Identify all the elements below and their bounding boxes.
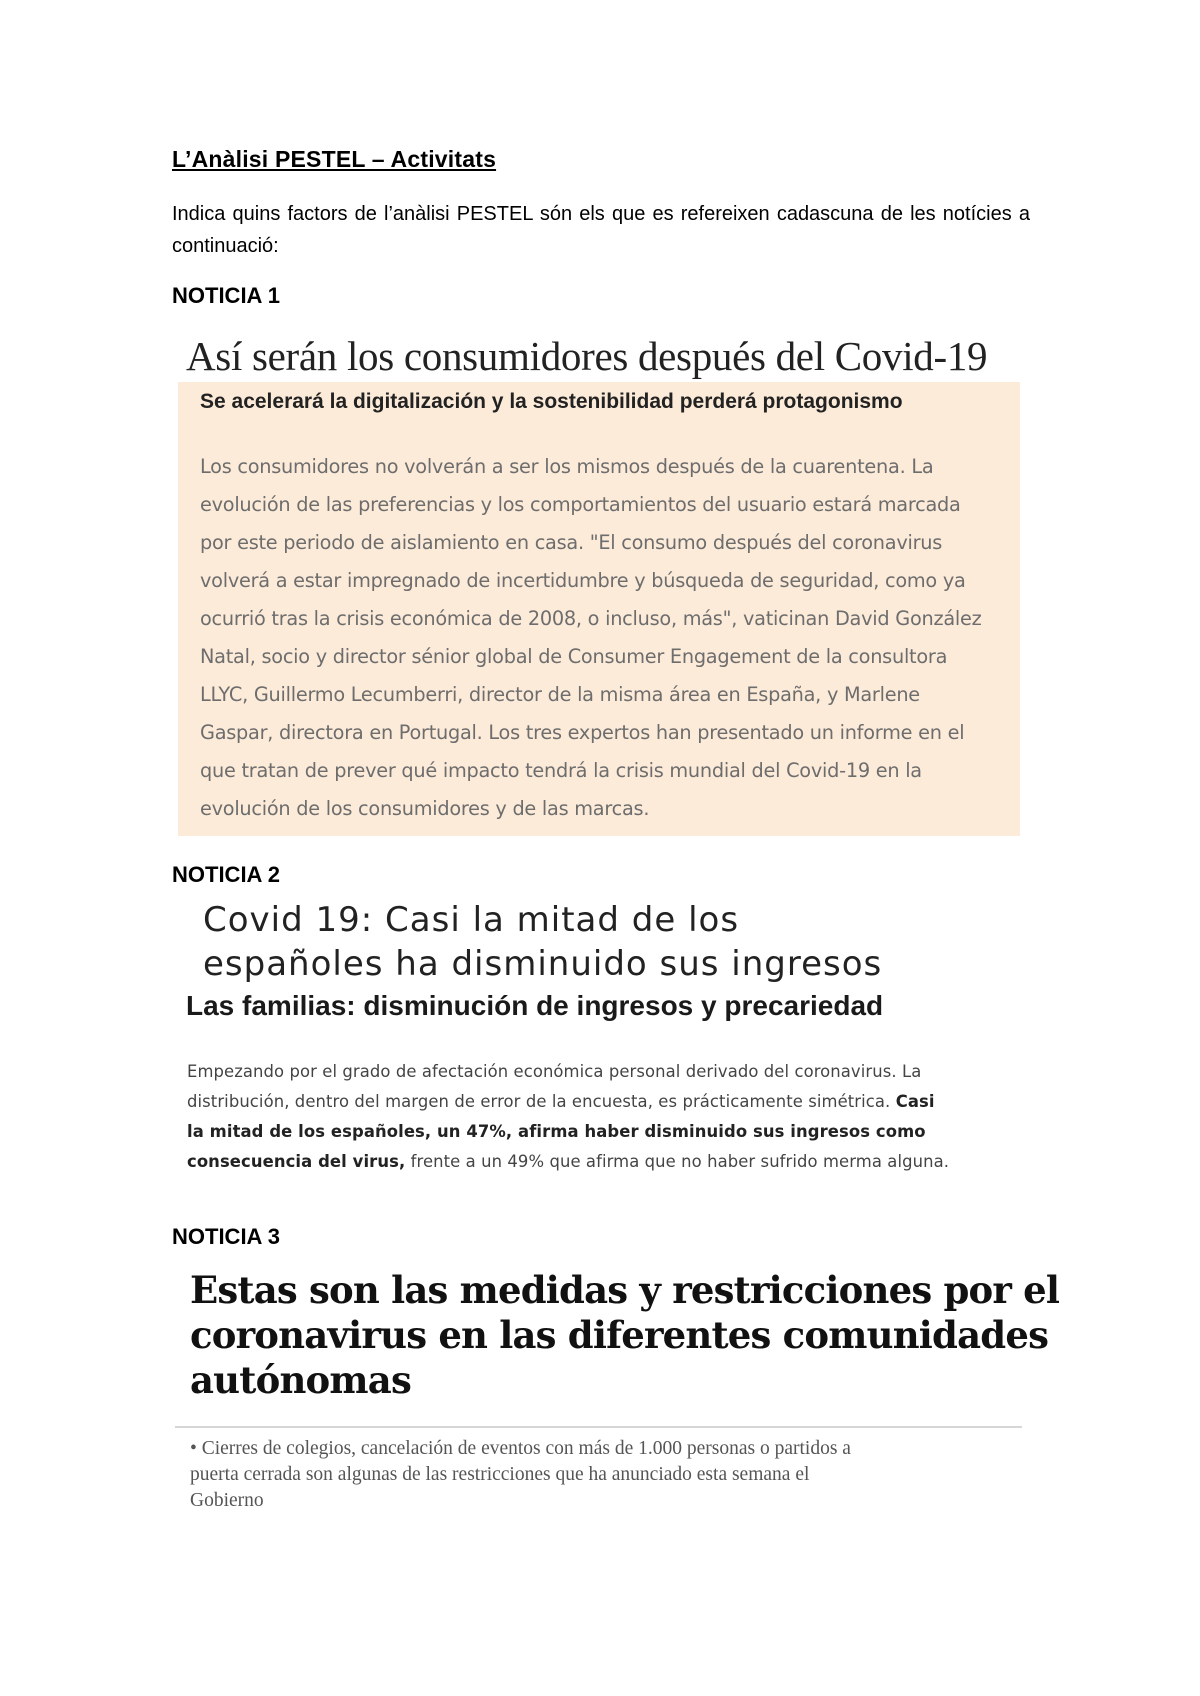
body-line: Natal, socio y director sénior global de Consumer Engagement de la consultora — [200, 645, 948, 668]
body-text: frente a un 49% que afirma que no haber sufrido merma alguna. — [405, 1152, 950, 1171]
noticia-2-body — [187, 1057, 1037, 1177]
body-text: distribución, dentro del margen de error de la encuesta, es prácticamente simétrica. — [187, 1092, 896, 1111]
noticia-2-headline — [203, 898, 882, 986]
body-bold-text: la mitad de los españoles, un 47%, afirma haber disminuido sus ingresos como — [187, 1122, 926, 1141]
body-line: que tratan de prever qué impacto tendrá la crisis mundial del Covid-19 en la — [200, 759, 922, 782]
body-bold-text: consecuencia del virus, — [187, 1152, 406, 1171]
body-line — [187, 1087, 1037, 1117]
body-bold-text: Casi — [895, 1092, 935, 1111]
noticia-3-label: NOTICIA 3 — [172, 1224, 280, 1249]
headline-line: Estas son las medidas y restricciones por el — [190, 1268, 1060, 1312]
body-line: Gobierno — [190, 1490, 264, 1511]
headline-line: coronavirus en las diferentes comunidades — [190, 1313, 1049, 1357]
headline-line: Covid 19: Casi la mitad de los — [203, 900, 740, 940]
noticia-1-headline: Así serán los consumidores después del Covid-19 — [186, 333, 988, 379]
body-line — [187, 1147, 1037, 1177]
headline-line: autónomas — [190, 1358, 411, 1402]
noticia-1-body — [200, 448, 1030, 828]
body-line: evolución de los consumidores y de las marcas. — [200, 797, 650, 820]
document-title: L’Anàlisi PESTEL – Activitats — [172, 146, 497, 172]
noticia-3-body — [190, 1436, 1020, 1514]
body-line — [187, 1117, 1037, 1147]
body-line: por este periodo de aislamiento en casa. "El consumo después del coronavirus — [200, 531, 943, 554]
body-line: ocurrió tras la crisis económica de 2008, o incluso, más", vaticinan David González — [200, 607, 982, 630]
body-line: • Cierres de colegios, cancelación de eventos con más de 1.000 personas o partidos a — [190, 1438, 851, 1459]
body-line: LLYC, Guillermo Lecumberri, director de la misma área en España, y Marlene — [200, 683, 920, 706]
noticia-1-subheadline: Se acelerará la digitalización y la sostenibilidad perderá protagonismo — [200, 390, 903, 413]
noticia-2-subheadline: Las familias: disminución de ingresos y precariedad — [186, 990, 884, 1021]
noticia-1-label: NOTICIA 1 — [172, 283, 280, 308]
noticia-3-headline — [190, 1268, 1059, 1403]
intro-paragraph: Indica quins factors de l’anàlisi PESTEL són els que es refereixen cadascuna de les notícies a continuació: — [172, 203, 1030, 257]
body-line: Los consumidores no volverán a ser los mismos después de la cuarentena. La — [200, 455, 934, 478]
body-line: volverá a estar impregnado de incertidumbre y búsqueda de seguridad, como ya — [200, 569, 966, 592]
divider — [175, 1426, 1022, 1428]
headline-line: españoles ha disminuido sus ingresos — [203, 944, 883, 984]
body-line: puerta cerrada son algunas de las restricciones que ha anunciado esta semana el — [190, 1464, 810, 1485]
body-line: Gaspar, directora en Portugal. Los tres expertos han presentado un informe en el — [200, 721, 965, 744]
body-line: evolución de las preferencias y los comportamientos del usuario estará marcada — [200, 493, 961, 516]
body-line: Empezando por el grado de afectación económica personal derivado del coronavirus. La — [187, 1062, 922, 1081]
noticia-2-label: NOTICIA 2 — [172, 862, 280, 887]
noticia-1-clipping — [178, 330, 1020, 836]
